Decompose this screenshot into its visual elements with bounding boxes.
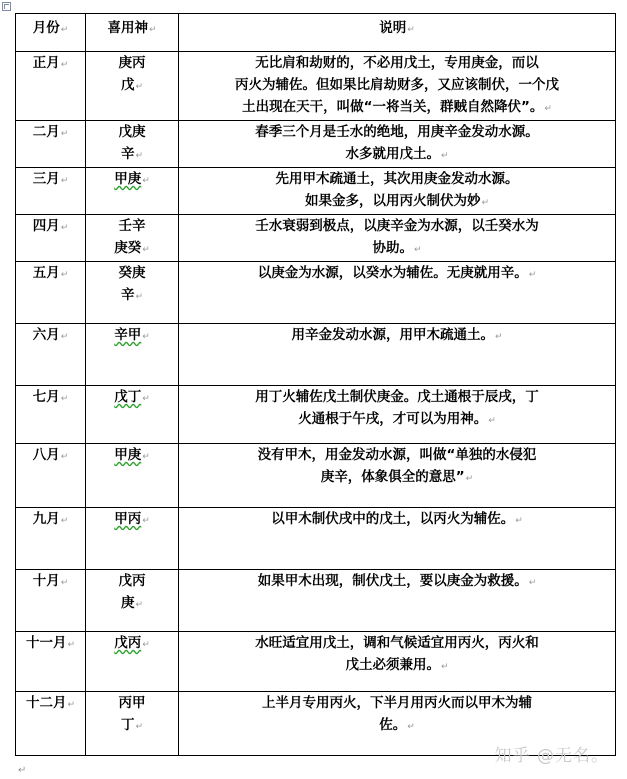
desc-text: 无比肩和劫财的，不必用戊土，专用庚金，而以 [255, 55, 539, 71]
god-cell: 辛甲↵ [86, 324, 179, 386]
god-text: 甲庚 [114, 447, 142, 463]
god-text: 庚癸 [114, 240, 142, 256]
table-row [16, 121, 616, 168]
month-text: 三月 [32, 171, 60, 187]
god-cell: 甲丙↵ [86, 508, 179, 570]
month-cell: 八月↵ [16, 444, 86, 508]
desc-text: 戊土必须兼用。 [345, 657, 440, 673]
table-row [16, 324, 616, 386]
desc-text: 没有甲木，用金发动水源，叫做“单独的水侵犯 [257, 447, 537, 463]
god-cell: 戊丁↵ [86, 386, 179, 444]
desc-text: 以甲木制伏戌中的戊土，以丙火为辅佐。 [271, 511, 515, 527]
header-desc: 说明↵ [179, 14, 616, 52]
desc-text: 土出现在天干，叫做“一将当关，群贼自然降伏”。 [242, 99, 544, 115]
desc-text: 丙火为辅佐。但如果比肩劫财多，又应该制伏，一个戊 [235, 77, 559, 93]
desc-cell: 春季三个月是壬水的绝地，用庚辛金发动水源。 水多就用戊土。↵ [179, 121, 616, 168]
month-text: 八月 [32, 447, 60, 463]
god-text: 戊丁 [114, 389, 142, 405]
desc-text: 先用甲木疏通土，其次用庚金发动水源。 [275, 171, 519, 187]
table-row [16, 52, 616, 121]
god-text: 辛 [120, 146, 135, 162]
god-cell: 戊庚 辛↵ [86, 121, 179, 168]
month-text: 十月 [32, 573, 60, 589]
god-cell: 癸庚 辛↵ [86, 262, 179, 324]
month-text: 五月 [32, 265, 60, 281]
month-cell: 三月↵ [16, 168, 86, 215]
desc-cell: 水旺适宜用戊土，调和气候适宜用丙火，丙火和 戊土必须兼用。↵ [179, 632, 616, 692]
god-cell: 甲庚↵ [86, 168, 179, 215]
god-text: 丙甲 [118, 695, 146, 711]
god-cell: 庚丙 戊↵ [86, 52, 179, 121]
god-cell: 戊丙↵ [86, 632, 179, 692]
month-cell: 二月↵ [16, 121, 86, 168]
header-row [16, 14, 616, 52]
month-cell: 十二月↵ [16, 692, 86, 756]
god-cell: 甲庚↵ [86, 444, 179, 508]
month-cell: 五月↵ [16, 262, 86, 324]
desc-text: 壬水衰弱到极点，以庚辛金为水源，以壬癸水为 [255, 218, 539, 234]
desc-cell: 没有甲木，用金发动水源，叫做“单独的水侵犯 庚辛，体象俱全的意思”↵ [179, 444, 616, 508]
god-text: 辛甲 [114, 327, 142, 343]
month-cell: 正月↵ [16, 52, 86, 121]
desc-cell: 无比肩和劫财的，不必用戊土，专用庚金，而以 丙火为辅佐。但如果比肩劫财多，又应该制伏，一个戊 土出现在天干，叫做“一将当关，群贼自然降伏”。↵ [179, 52, 616, 121]
desc-text: 如果金多，以用丙火制伏为妙 [304, 193, 481, 209]
god-text: 癸庚 [118, 265, 146, 281]
god-text: 甲庚 [114, 171, 142, 187]
desc-text: 上半月专用丙火，下半月用丙火而以甲木为辅 [262, 695, 532, 711]
table-row [16, 632, 616, 692]
desc-text: 水多就用戊土。 [345, 146, 440, 162]
month-cell: 十一月↵ [16, 632, 86, 692]
god-cell: 壬辛 庚癸↵ [86, 215, 179, 262]
desc-cell: 上半月专用丙火，下半月用丙火而以甲木为辅 佐。↵ [179, 692, 616, 756]
god-text: 庚 [120, 595, 135, 611]
god-text: 戊丙 [114, 635, 142, 651]
month-cell: 四月↵ [16, 215, 86, 262]
month-cell: 六月↵ [16, 324, 86, 386]
desc-text: 庚辛，体象俱全的意思” [320, 469, 465, 485]
god-text: 甲丙 [114, 511, 142, 527]
month-text: 七月 [32, 389, 60, 405]
god-text: 戊庚 [118, 124, 146, 140]
table-row [16, 168, 616, 215]
table-row [16, 508, 616, 570]
desc-cell: 壬水衰弱到极点，以庚辛金为水源，以壬癸水为 协助。↵ [179, 215, 616, 262]
month-cell: 九月↵ [16, 508, 86, 570]
god-text: 戊 [120, 77, 135, 93]
desc-text: 佐。 [379, 717, 407, 733]
desc-text: 春季三个月是壬水的绝地，用庚辛金发动水源。 [255, 124, 539, 140]
table-row [16, 570, 616, 632]
month-text: 十二月 [25, 695, 67, 711]
month-text: 九月 [32, 511, 60, 527]
desc-cell: 以庚金为水源，以癸水为辅佐。无庚就用辛。↵ [179, 262, 616, 324]
table-row [16, 386, 616, 444]
desc-text: 用丁火辅佐戊土制伏庚金。戊土通根于辰戌，丁 [255, 389, 539, 405]
god-text: 戊丙 [118, 573, 146, 589]
month-text: 四月 [32, 218, 60, 234]
table-row [16, 262, 616, 324]
desc-cell: 用丁火辅佐戊土制伏庚金。戊土通根于辰戌，丁 火通根于午戌，才可以为用神。↵ [179, 386, 616, 444]
month-cell: 七月↵ [16, 386, 86, 444]
desc-cell: 用辛金发动水源，用甲木疏通土。↵ [179, 324, 616, 386]
xiyongshen-table [15, 13, 616, 756]
paragraph-mark: ↵ [18, 765, 27, 776]
month-text: 十一月 [25, 635, 67, 651]
desc-cell: 先用甲木疏通土，其次用庚金发动水源。 如果金多，以用丙火制伏为妙↵ [179, 168, 616, 215]
god-text: 辛 [120, 287, 135, 303]
watermark: 知乎 @无名。 [494, 746, 609, 766]
god-text: 庚丙 [118, 55, 146, 71]
desc-cell: 以甲木制伏戌中的戊土，以丙火为辅佐。↵ [179, 508, 616, 570]
desc-text: 如果甲木出现，制伏戊土，要以庚金为救援。 [257, 573, 528, 589]
desc-text: 用辛金发动水源，用甲木疏通土。 [291, 327, 494, 343]
desc-text: 协助。 [372, 240, 413, 256]
month-text: 正月 [32, 55, 60, 71]
table-row [16, 215, 616, 262]
desc-text: 火通根于午戌，才可以为用神。 [298, 411, 488, 427]
table-row [16, 444, 616, 508]
anchor-icon [2, 2, 11, 11]
god-cell: 丙甲 丁↵ [86, 692, 179, 756]
month-text: 六月 [32, 327, 60, 343]
god-cell: 戊丙 庚↵ [86, 570, 179, 632]
header-god: 喜用神↵ [86, 14, 179, 52]
desc-text: 以庚金为水源，以癸水为辅佐。无庚就用辛。 [257, 265, 528, 281]
desc-cell: 如果甲木出现，制伏戊土，要以庚金为救援。↵ [179, 570, 616, 632]
god-text: 丁 [120, 717, 135, 733]
desc-text: 水旺适宜用戊土，调和气候适宜用丙火，丙火和 [255, 635, 539, 651]
month-cell: 十月↵ [16, 570, 86, 632]
header-month: 月份↵ [16, 14, 86, 52]
god-text: 壬辛 [118, 218, 146, 234]
month-text: 二月 [32, 124, 60, 140]
